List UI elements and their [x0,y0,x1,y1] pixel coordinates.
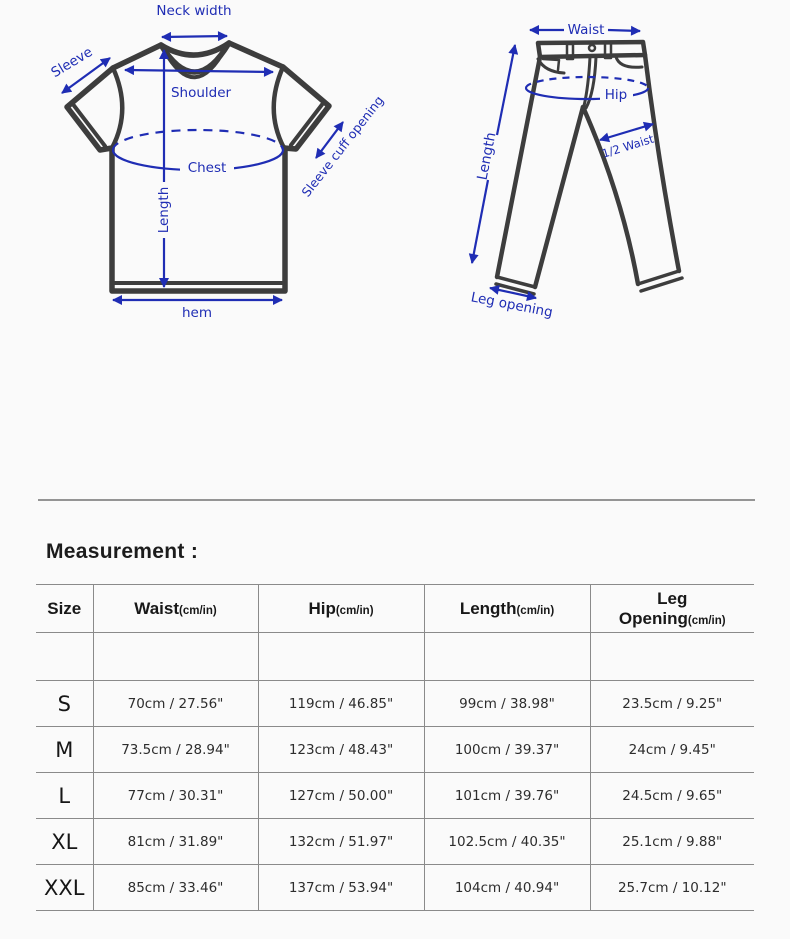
measurement-table-header [36,585,754,633]
hem-label: hem [181,305,213,321]
column-header-label: Length [459,598,517,618]
measurement-value-cell: 127cm / 50.00" [258,773,424,819]
size-row-m [36,727,754,773]
column-header-label: Hip [308,598,336,618]
measurement-value-cell: 25.1cm / 9.88" [590,819,754,865]
pants-outline [496,42,682,294]
length-arrow-top [497,45,515,135]
size-row-xl [36,819,754,865]
neck-width-label: Neck width [156,3,232,19]
shoulder-arrow [125,70,273,72]
size-label-cell: XXL [36,865,93,911]
section-title: Measurement : [46,540,199,563]
measurement-table [36,584,754,911]
tshirt-measurement-diagram [30,0,390,330]
length-label: Length [474,131,500,182]
measurement-value-cell: 24.5cm / 9.65" [590,773,754,819]
neck-width-arrow [162,36,227,37]
size-label-cell: M [36,727,93,773]
left-sleeve [67,68,113,150]
length-label: Length [156,186,172,234]
size-row-l [36,773,754,819]
header-row [36,585,754,633]
size-label-cell: L [36,773,93,819]
measurement-value-cell: 77cm / 30.31" [93,773,258,819]
column-header-label: Leg [657,588,688,608]
right-leg-inner [583,107,638,284]
measurement-value-cell: 104cm / 40.94" [424,865,590,911]
left-leg-inner [535,107,583,287]
measurement-value-cell: 119cm / 46.85" [258,681,424,727]
measurement-value-cell: 99cm / 38.98" [424,681,590,727]
right-cuff-inner-line [291,102,324,145]
left-leg-outer [497,57,540,277]
column-header-label: Size [47,598,82,618]
hip-label: Hip [604,87,628,103]
left-armhole-seam [112,68,122,148]
size-row-s [36,681,754,727]
left-cuff-inner-line [72,103,105,146]
half-waist-label: 1/2 Waist [600,131,656,161]
measurement-value-cell: 132cm / 51.97" [258,819,424,865]
measurement-value-cell [424,633,590,681]
column-header-size [36,585,93,633]
measurement-value-cell [93,633,258,681]
measurement-value-cell: 123cm / 48.43" [258,727,424,773]
column-header-length [424,585,590,633]
column-header-unit: (cm/in) [687,614,726,627]
measurement-value-cell: 23.5cm / 9.25" [590,681,754,727]
waist-button [589,45,595,51]
chest-label: Chest [187,160,227,176]
leg-opening-label: Leg opening [469,289,555,321]
column-header-label: Waist [134,598,179,618]
column-header-hip [258,585,424,633]
measurement-value-cell [258,633,424,681]
measurement-value-cell: 24cm / 9.45" [590,727,754,773]
measurement-value-cell: 81cm / 31.89" [93,819,258,865]
measurement-value-cell: 25.7cm / 10.12" [590,865,754,911]
right-pocket-curve [616,57,642,67]
chest-ellipse-dashed [113,130,283,150]
size-label-cell: S [36,681,93,727]
size-label-cell [36,633,93,681]
measurement-value-cell: 85cm / 33.46" [93,865,258,911]
length-arrow-bottom [472,180,488,263]
column-header-unit: (cm/in) [516,604,555,617]
section-divider [38,499,755,501]
left-shoulder-seam [113,45,161,68]
right-leg-outer [645,55,679,271]
column-header-leg-opening [590,585,754,633]
measurement-value-cell: 101cm / 39.76" [424,773,590,819]
measurement-table-body [36,633,754,911]
sleeve-cuff-opening-label: Sleeve cuff opening [298,92,387,200]
measurement-value-cell: 70cm / 27.56" [93,681,258,727]
column-header-label: Opening [618,608,688,628]
pants-measurement-diagram [450,0,740,330]
spacer-row [36,633,754,681]
right-armhole-seam [274,67,284,148]
shoulder-label: Shoulder [170,85,232,101]
measurement-value-cell: 100cm / 39.37" [424,727,590,773]
waist-label: Waist [567,22,605,38]
measurement-value-cell: 102.5cm / 40.35" [424,819,590,865]
collar-back-line [161,43,229,55]
column-header-unit: (cm/in) [179,604,217,617]
column-header-waist [93,585,258,633]
size-row-xxl [36,865,754,911]
column-header-unit: (cm/in) [335,604,374,617]
sleeve-label: Sleeve [48,44,96,82]
right-sleeve [283,67,329,149]
size-label-cell: XL [36,819,93,865]
right-shoulder-seam [229,43,283,67]
waist-arrow-right [608,30,640,31]
measurement-value-cell [590,633,754,681]
measurement-value-cell: 137cm / 53.94" [258,865,424,911]
measurement-value-cell: 73.5cm / 28.94" [93,727,258,773]
